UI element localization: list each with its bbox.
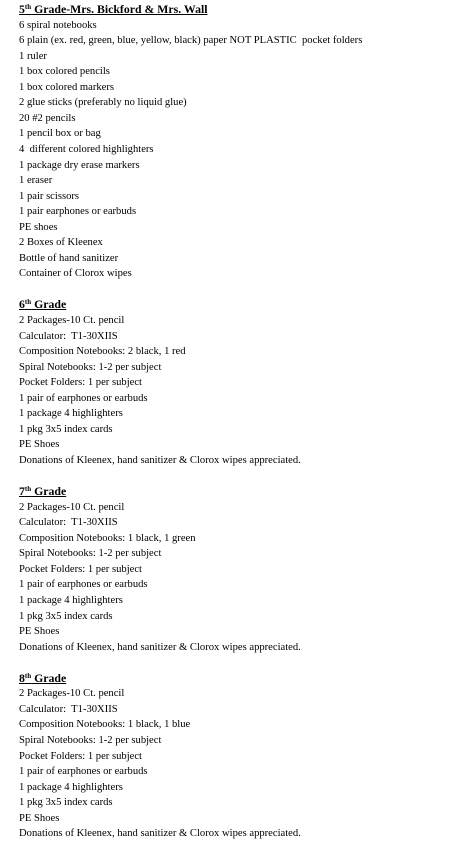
grade-5-section xyxy=(19,2,454,282)
grade-8-heading xyxy=(19,671,454,687)
heading-title: Grade xyxy=(31,484,67,499)
list-item: Donations of Kleenex, hand sanitizer & Clorox wipes appreciated. xyxy=(19,828,301,840)
list-item: 2 Packages-10 Ct. pencil xyxy=(19,501,125,513)
grade-6-items xyxy=(19,313,454,468)
list-item: 1 pair of earphones or earbuds xyxy=(19,579,148,591)
list-item: 1 box colored markers xyxy=(19,81,115,93)
list-item: Donations of Kleenex, hand sanitizer & Clorox wipes appreciated. xyxy=(19,455,301,466)
heading-title: Grade-Mrs. Bickford & Mrs. Wall xyxy=(31,2,208,16)
list-item: 1 pkg 3x5 index cards xyxy=(19,610,113,622)
list-item: 1 pair of earphones or earbuds xyxy=(19,766,148,778)
list-item: 1 ruler xyxy=(19,50,47,62)
list-item: 1 box colored pencils xyxy=(19,66,110,78)
heading-number: 6 xyxy=(19,297,25,312)
grade-6-section xyxy=(19,297,454,468)
heading-ordinal: th xyxy=(24,671,32,680)
list-item: 1 pair of earphones or earbuds xyxy=(19,392,148,404)
grade-8-section xyxy=(19,671,454,842)
list-item: Donations of Kleenex, hand sanitizer & Clorox wipes appreciated. xyxy=(19,641,301,653)
grade-5-heading xyxy=(19,2,454,18)
list-item: 2 Packages-10 Ct. pencil xyxy=(19,688,125,700)
list-item: 1 package dry erase markers xyxy=(19,159,140,171)
list-item: Spiral Notebooks: 1-2 per subject xyxy=(19,548,162,560)
grade-7-items xyxy=(19,500,454,655)
heading-number: 5 xyxy=(19,2,25,16)
list-item: 4 different colored highlighters xyxy=(19,143,154,155)
list-item: Spiral Notebooks: 1-2 per subject xyxy=(19,361,162,373)
list-item: 6 plain (ex. red, green, blue, yellow, black) paper NOT PLASTIC pocket folders xyxy=(19,35,363,47)
heading-ordinal: th xyxy=(24,298,32,307)
list-item: Pocket Folders: 1 per subject xyxy=(19,563,142,575)
list-item: 2 glue sticks (preferably no liquid glue) xyxy=(19,97,187,109)
list-item: 1 package 4 highlighters xyxy=(19,408,123,420)
list-item: PE Shoes xyxy=(19,812,60,824)
list-item: 6 spiral notebooks xyxy=(19,19,97,31)
list-item: 2 Packages-10 Ct. pencil xyxy=(19,315,125,327)
list-item: Container of Clorox wipes xyxy=(19,268,132,280)
list-item: 1 pair earphones or earbuds xyxy=(19,206,137,218)
heading-ordinal: th xyxy=(24,485,32,494)
list-item: Pocket Folders: 1 per subject xyxy=(19,377,142,389)
list-item: 1 pair scissors xyxy=(19,190,80,202)
list-item: 1 pkg 3x5 index cards xyxy=(19,797,113,809)
list-item: Calculator: T1-30XIIS xyxy=(19,330,118,342)
heading-title: Grade xyxy=(31,670,67,685)
heading-ordinal: th xyxy=(24,3,32,11)
grade-7-section xyxy=(19,484,454,655)
list-item: Calculator: T1-30XIIS xyxy=(19,703,118,715)
grade-7-heading xyxy=(19,484,454,500)
grade-5-items xyxy=(19,18,454,282)
list-item: 1 eraser xyxy=(19,175,53,187)
list-item: Composition Notebooks: 2 black, 1 red xyxy=(19,346,186,358)
grade-6-heading xyxy=(19,297,454,313)
heading-number: 8 xyxy=(19,670,25,685)
list-item: Composition Notebooks: 1 black, 1 blue xyxy=(19,719,191,731)
list-item: 20 #2 pencils xyxy=(19,112,76,124)
list-item: 1 package 4 highlighters xyxy=(19,781,123,793)
list-item: 1 pkg 3x5 index cards xyxy=(19,423,113,435)
list-item: PE Shoes xyxy=(19,626,60,638)
list-item: PE Shoes xyxy=(19,439,60,451)
grade-8-items xyxy=(19,686,454,841)
list-item: Spiral Notebooks: 1-2 per subject xyxy=(19,735,162,747)
list-item: 2 Boxes of Kleenex xyxy=(19,237,103,249)
list-item: Bottle of hand sanitizer xyxy=(19,252,119,264)
heading-number: 7 xyxy=(19,484,25,499)
list-item: 1 package 4 highlighters xyxy=(19,595,123,607)
list-item: PE shoes xyxy=(19,221,58,233)
heading-title: Grade xyxy=(31,297,67,312)
list-item: Composition Notebooks: 1 black, 1 green xyxy=(19,532,196,544)
list-item: Calculator: T1-30XIIS xyxy=(19,517,118,529)
list-item: Pocket Folders: 1 per subject xyxy=(19,750,142,762)
list-item: 1 pencil box or bag xyxy=(19,128,101,140)
